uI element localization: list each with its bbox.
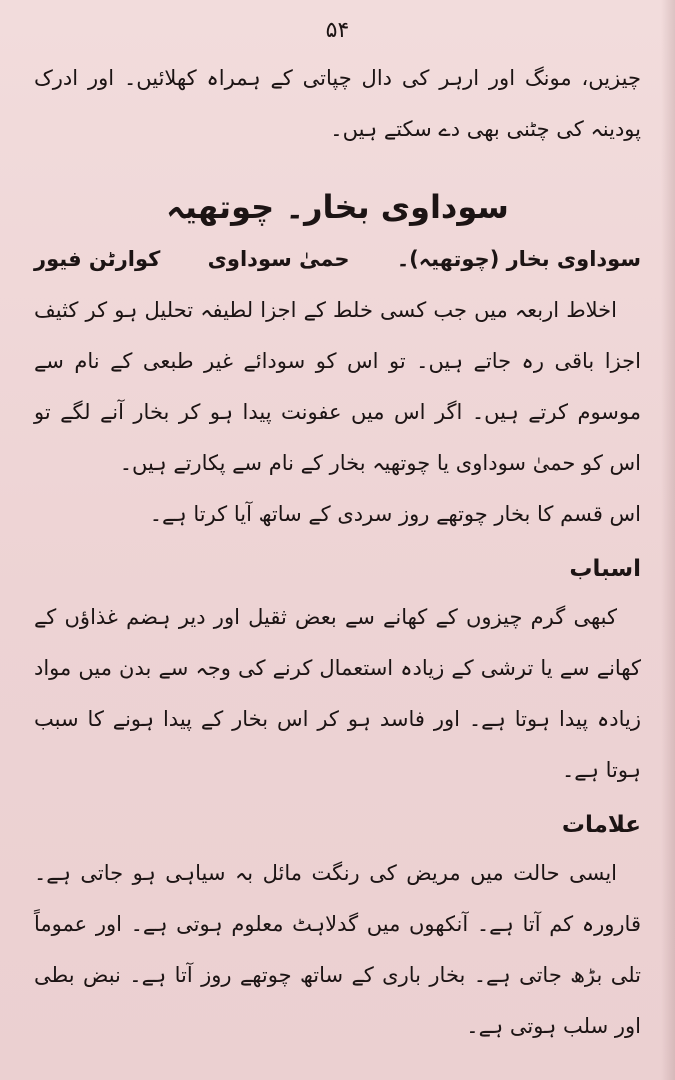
page-number: ۵۴ bbox=[325, 18, 350, 43]
symptoms-paragraph: ایسی حالت میں مریض کی رنگت مائل بہ سیاہی ہو جاتی ہے۔ قارورہ کم آتا ہے۔ آنکھوں میں گدلاہٹ معلوم ہوتی ہے۔ اور عموماً تلی بڑھ جاتی ہے۔ بخار باری کے ساتھ چوتھے روز آتا ہے۔ نبض بطی اور سلب ہوتی ہے۔ bbox=[34, 861, 641, 1038]
causes-paragraph: کبھی گرم چیزوں کے کھانے سے بعض ثقیل اور دیر ہضم غذاؤں کے کھانے سے یا ترشی کے زیادہ استعمال کرنے کی وجہ سے بدن میں مواد زیادہ پیدا ہوتا ہے۔ اور فاسد ہو کر اس بخار کے پیدا ہونے کا سبب ہوتا ہے۔ bbox=[34, 605, 641, 782]
page-edge-shadow bbox=[661, 0, 675, 1080]
arabic-name: حمیٰ سوداوی bbox=[207, 247, 350, 271]
section-title: سوداوی بخار۔ چوتھیہ bbox=[166, 188, 509, 226]
intro-paragraph: چیزیں، مونگ اور ارہر کی دال چپاتی کے ہمراہ کھلائیں۔ اور ادرک پودینہ کی چٹنی بھی دے سکتے ہیں۔ bbox=[34, 66, 641, 141]
symptoms-heading: علامات bbox=[561, 812, 641, 838]
causes-heading: اسباب bbox=[569, 556, 641, 582]
disease-names-row bbox=[34, 237, 641, 281]
definition-paragraph: اخلاط اربعہ میں جب کسی خلط کے اجزا لطیفہ تحلیل ہو کر کثیف اجزا باقی رہ جاتے ہیں۔ تو اس کو سودائے غیر طبعی کے نام سے موسوم کرتے ہیں۔ اگر اس میں عفونت پیدا ہو کر بخار آنے لگے تو اس کو حمیٰ سوداوی یا چوتھیہ بخار کے نام سے پکارتے ہیں۔ bbox=[34, 298, 641, 475]
occurrence-paragraph: اس قسم کا بخار چوتھے روز سردی کے ساتھ آیا کرتا ہے۔ bbox=[149, 502, 641, 526]
english-name: کوارٹن فیور bbox=[34, 247, 161, 271]
urdu-name: سوداوی بخار (چوتھیہ)۔ bbox=[396, 247, 641, 271]
